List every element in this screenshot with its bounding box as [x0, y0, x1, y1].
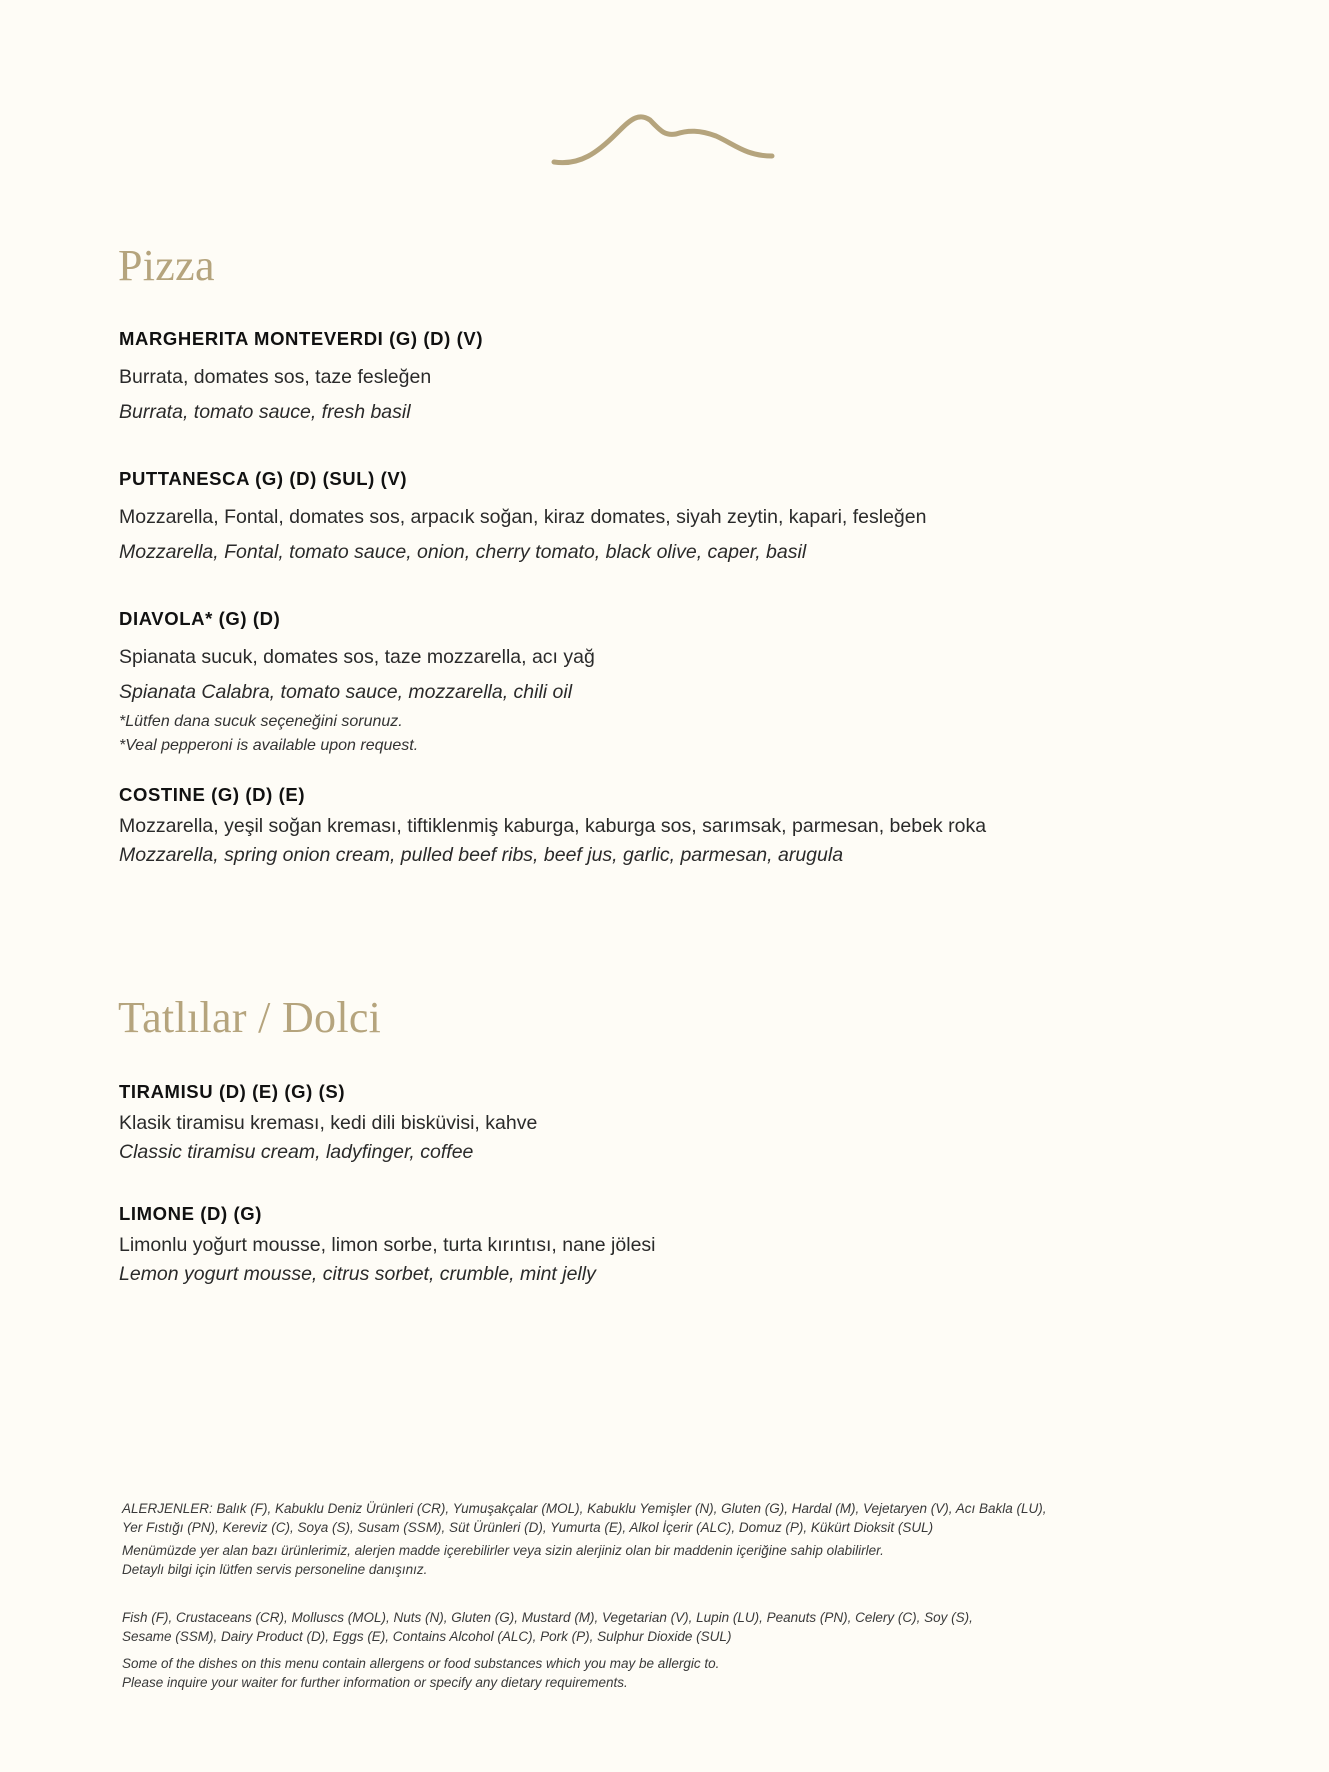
menu-item-name: COSTINE (G) (D) (E) [119, 784, 306, 805]
menu-item-description-tr: Mozzarella, yeşil soğan kreması, tiftiklenmiş kaburga, kaburga sos, sarımsak, parmesan, bebek roka [119, 815, 987, 837]
menu-item-description-tr: Burrata, domates sos, taze fesleğen [119, 366, 432, 388]
menu-item-description-en: Burrata, tomato sauce, fresh basil [119, 401, 411, 423]
section-title-pizza: Pizza [118, 241, 215, 290]
menu-item-description-tr: Mozzarella, Fontal, domates sos, arpacık soğan, kiraz domates, siyah zeytin, kapari, fesleğen [119, 506, 927, 528]
menu-item-description-en: Spianata Calabra, tomato sauce, mozzarella, chili oil [119, 681, 573, 703]
menu-item-puttanesca [119, 468, 1219, 570]
menu-item-note-en: *Veal pepperoni is available upon request. [119, 737, 419, 754]
notice-tr-block [122, 1542, 1262, 1579]
allergens-en-block [122, 1609, 1262, 1646]
menu-item-costine [119, 784, 1219, 870]
menu-item-description-tr: Klasik tiramisu kreması, kedi dili bisküvisi, kahve [119, 1112, 538, 1134]
menu-item-tiramisu [119, 1081, 1219, 1167]
menu-item-name: TIRAMISU (D) (E) (G) (S) [119, 1081, 346, 1102]
section-title-dolci: Tatlılar / Dolci [118, 993, 382, 1042]
menu-item-limone [119, 1203, 1219, 1289]
menu-item-description-tr: Spianata sucuk, domates sos, taze mozzarella, acı yağ [119, 646, 595, 668]
menu-item-description-en: Mozzarella, spring onion cream, pulled beef ribs, beef jus, garlic, parmesan, arugula [119, 844, 844, 866]
menu-item-name: LIMONE (D) (G) [119, 1203, 263, 1224]
menu-item-name: PUTTANESCA (G) (D) (SUL) (V) [119, 468, 408, 489]
menu-item-description-tr: Limonlu yoğurt mousse, limon sorbe, turta kırıntısı, nane jölesi [119, 1234, 656, 1256]
menu-item-name: DIAVOLA* (G) (D) [119, 608, 281, 629]
allergens-tr-line: Yer Fıstığı (PN), Kereviz (C), Soya (S), Susam (SSM), Süt Ürünleri (D), Yumurta (E), Alkol İçerir (ALC), Domuz (P), Kükürt Dioksit (SUL) [122, 1519, 934, 1535]
notice-tr-line: Menümüzde yer alan bazı ürünlerimiz, alerjen madde içerebilirler veya sizin alerjiniz olan bir maddenin içeriğine sahip olabilirler. [122, 1543, 884, 1558]
allergens-en-line: Fish (F), Crustaceans (CR), Molluscs (MOL), Nuts (N), Gluten (G), Mustard (M), Vegetarian (V), Lupin (LU), Peanuts (PN), Celery (C), Soy (S), [122, 1610, 973, 1625]
menu-item-diavola [119, 608, 1219, 758]
notice-tr-line: Detaylı bilgi için lütfen servis personeline danışınız. [122, 1561, 428, 1577]
menu-item-description-en: Lemon yogurt mousse, citrus sorbet, crumble, mint jelly [119, 1263, 596, 1285]
menu-item-name: MARGHERITA MONTEVERDI (G) (D) (V) [119, 328, 484, 349]
menu-item-description-en: Classic tiramisu cream, ladyfinger, coffee [119, 1141, 474, 1163]
menu-item-margherita [119, 328, 1219, 430]
allergens-tr-block [122, 1500, 1262, 1537]
notice-en-line: Please inquire your waiter for further information or specify any dietary requirements. [122, 1674, 628, 1690]
menu-item-note-tr: *Lütfen dana sucuk seçeneğini sorunuz. [119, 713, 403, 730]
menu-item-description-en: Mozzarella, Fontal, tomato sauce, onion, cherry tomato, black olive, caper, basil [119, 541, 807, 563]
allergens-en-line: Sesame (SSM), Dairy Product (D), Eggs (E), Contains Alcohol (ALC), Pork (P), Sulphur Dioxide (SUL) [122, 1628, 732, 1644]
notice-en-line: Some of the dishes on this menu contain allergens or food substances which you may be allergic to. [122, 1656, 720, 1671]
notice-en-block [122, 1655, 1262, 1692]
allergens-tr-line: ALERJENLER: Balık (F), Kabuklu Deniz Ürünleri (CR), Yumuşakçalar (MOL), Kabuklu Yemişler (N), Gluten (G), Hardal (M), Vejetaryen (V), Acı Bakla (LU), [122, 1501, 1047, 1516]
mountain-wave-logo-icon [550, 108, 776, 174]
